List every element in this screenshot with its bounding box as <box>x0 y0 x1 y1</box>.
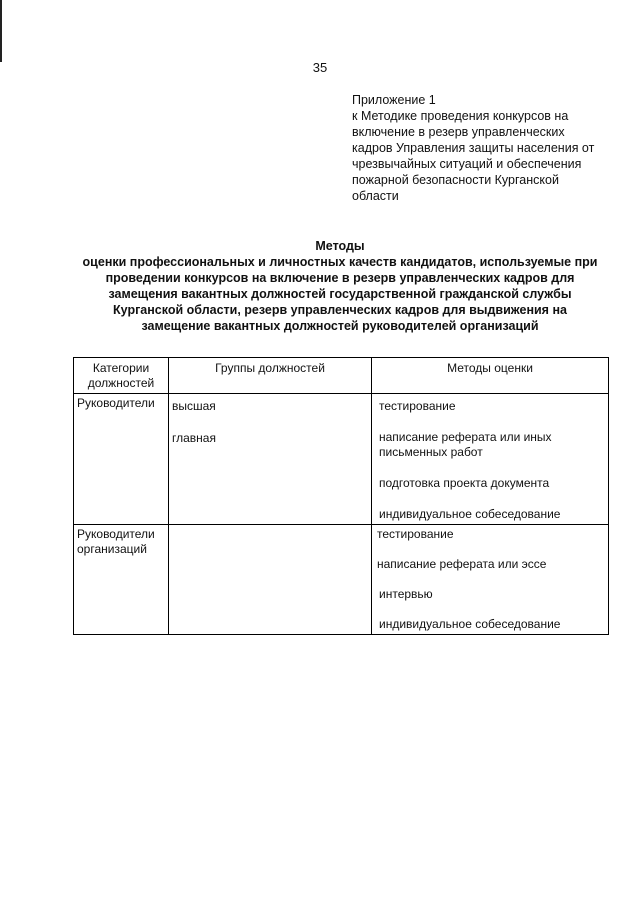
appendix-line: области <box>352 189 399 203</box>
table-row <box>74 394 609 525</box>
method-text: подготовка проекта документа <box>379 476 550 490</box>
method-item <box>375 557 605 572</box>
title-line: проведении конкурсов на включение в резерв управленческих кадров для <box>105 271 575 285</box>
header-methods: Методы оценки <box>372 358 609 394</box>
method-text: тестирование <box>379 399 456 413</box>
table-row <box>74 525 609 635</box>
title-line: оценки профессиональных и личностных качеств кандидатов, используемые при <box>82 255 598 269</box>
title-line: замещения вакантных должностей государственной гражданской службы <box>108 287 572 301</box>
evaluation-methods-table <box>73 357 609 635</box>
group-item: главная <box>172 431 216 445</box>
appendix-line: включение в резерв управленческих <box>352 125 565 139</box>
appendix-line: чрезвычайных ситуаций и обеспечения <box>352 157 582 171</box>
appendix-line: кадров Управления защиты населения от <box>352 141 595 155</box>
method-item <box>375 476 605 491</box>
method-text: написание реферата или иных <box>379 430 552 444</box>
title-line: Курганской области, резерв управленческих кадров для выдвижения на <box>113 303 567 317</box>
method-text: интервью <box>379 587 433 601</box>
header-category <box>74 358 169 394</box>
title-heading: Методы <box>315 239 365 253</box>
method-item <box>375 587 605 602</box>
method-item <box>375 617 605 632</box>
method-text: индивидуальное собеседование <box>379 617 561 631</box>
category-text: Руководители <box>77 396 155 410</box>
table-header-row <box>74 358 609 394</box>
category-cell <box>74 394 169 525</box>
method-item <box>375 396 605 414</box>
method-text: написание реферата или эссе <box>377 557 547 571</box>
methods-cell <box>372 394 609 525</box>
groups-cell <box>169 394 372 525</box>
groups-cell <box>169 525 372 635</box>
scan-edge-mark <box>0 0 2 62</box>
appendix-note <box>352 92 622 204</box>
page-number: 35 <box>312 60 328 75</box>
appendix-line: пожарной безопасности Курганской <box>352 173 559 187</box>
header-groups: Группы должностей <box>169 358 372 394</box>
appendix-line: Приложение 1 <box>352 93 436 107</box>
header-category-line: должностей <box>87 376 155 390</box>
method-item <box>375 527 605 542</box>
category-text: организаций <box>77 542 147 556</box>
method-text: письменных работ <box>379 445 483 459</box>
method-item <box>375 430 605 460</box>
header-category-line: Категории <box>92 361 150 375</box>
category-text: Руководители <box>77 527 155 541</box>
method-text: индивидуальное собеседование <box>379 507 561 521</box>
category-cell <box>74 525 169 635</box>
methods-cell <box>372 525 609 635</box>
method-item <box>375 507 605 522</box>
appendix-line: к Методике проведения конкурсов на <box>352 109 569 123</box>
group-item: высшая <box>172 399 216 413</box>
title-line: замещение вакантных должностей руководителей организаций <box>141 319 539 333</box>
method-text: тестирование <box>377 527 454 541</box>
document-title <box>60 238 620 334</box>
